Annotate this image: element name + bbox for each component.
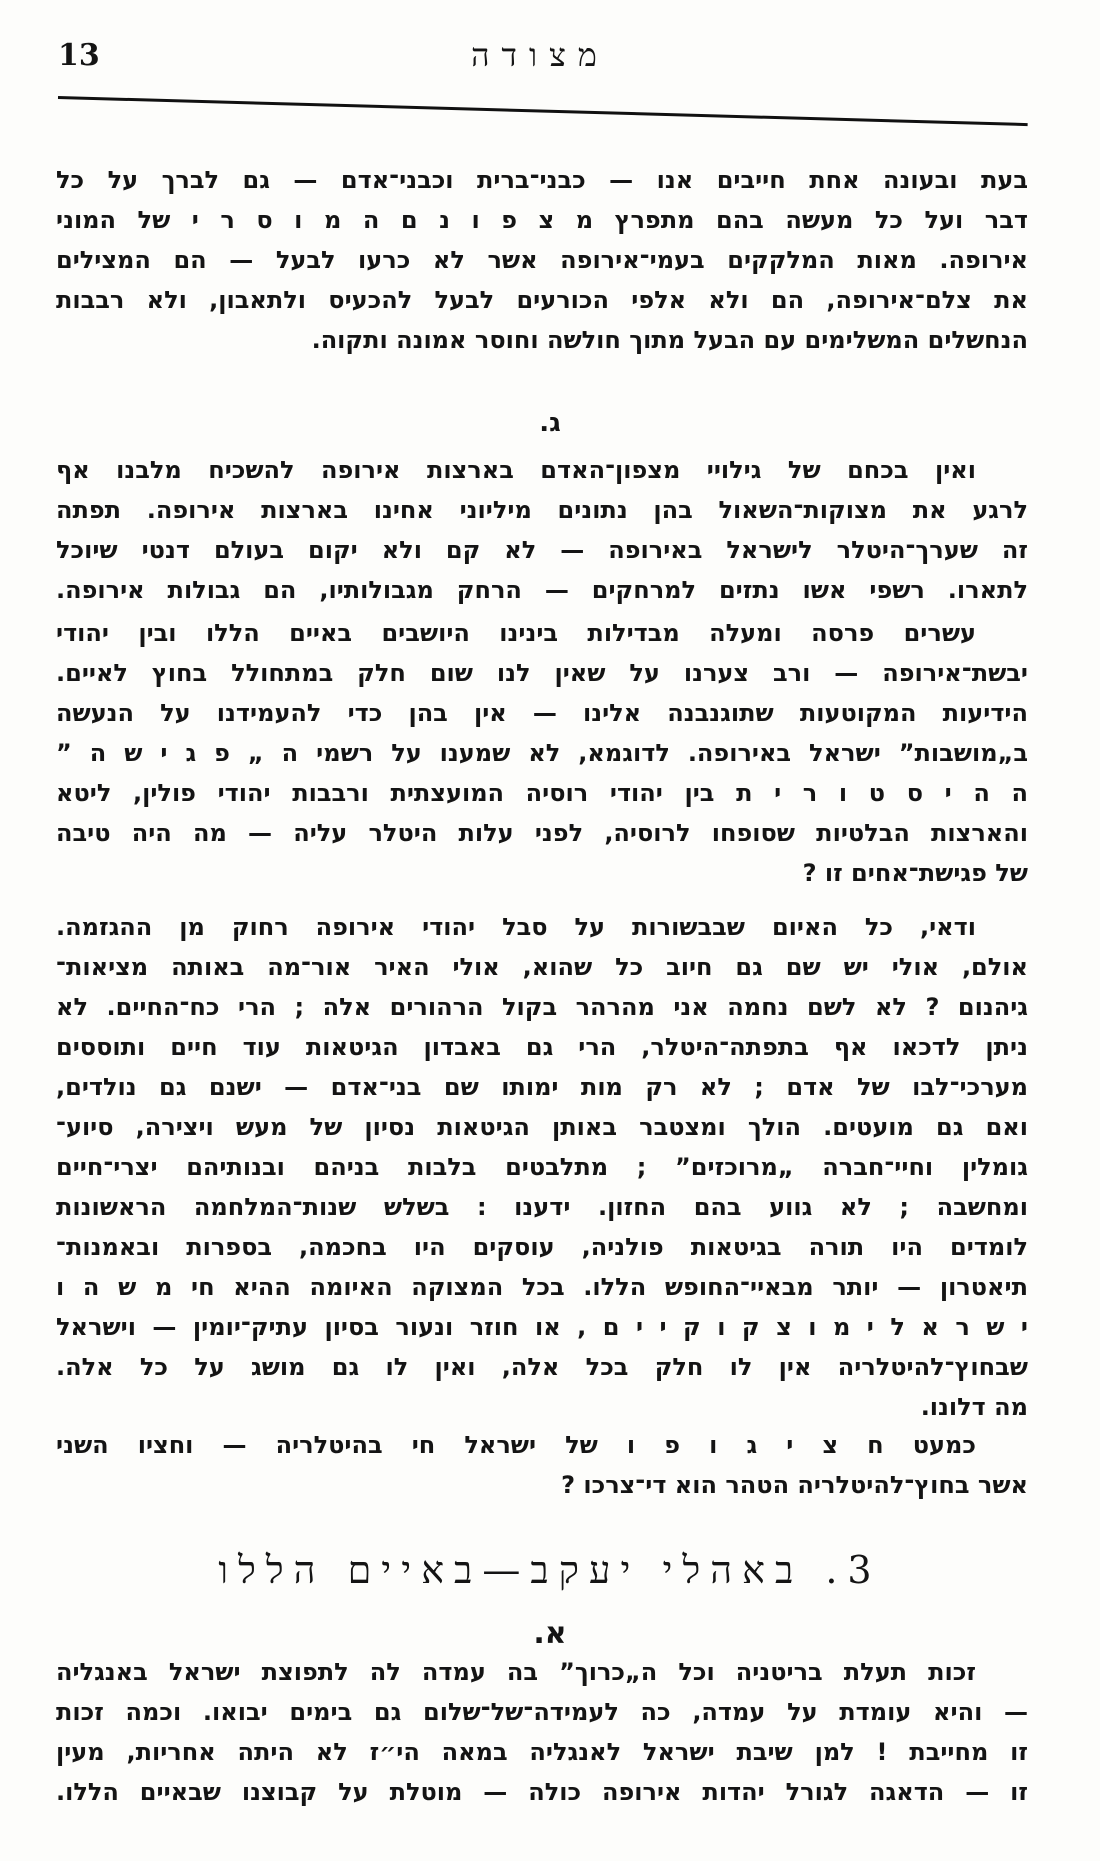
- text-line: — והיא עומדת על עמדה, כה לעמידה־של־שלום גם בימים יבואו. וכמה זכות: [56, 1698, 1028, 1726]
- page-number: 13: [58, 38, 100, 73]
- chapter-heading: 3. באהלי יעקב—באיים הללו: [218, 1548, 882, 1592]
- text-line: כמעט ח צ י ג ו פ ו של ישראל חי בהיטלריה — וחציו השני: [56, 1431, 976, 1459]
- text-line: מה דלונו.: [920, 1393, 1028, 1421]
- text-line: של פגישת־אחים זו ?: [802, 859, 1028, 887]
- text-line: ניתן לדכאו אף בתפתה־היטלר, הרי גם באבדון הגיטאות עוד חיים ותוססים: [56, 1033, 1028, 1061]
- text-line: זה שערך־היטלר לישראל באירופה — לא קם ולא יקום בעולם דנטי שיוכל: [56, 536, 1028, 564]
- text-line: ואין בכחם של גילויי מצפון־האדם בארצות אירופה להשכיח מלבנו אף: [56, 456, 976, 484]
- paragraph-5: [56, 1425, 1028, 1505]
- text-line: לתארו. רשפי אשו נתזים למרחקים — הרחק מגבולותיו, הם גבולות אירופה.: [56, 576, 1028, 604]
- text-line: ב„מושבות” ישראל באירופה. לדוגמא, לא שמענו על רשמי ה „ פ ג י ש ה ”: [56, 739, 1028, 767]
- text-line: מערכי־לבו של אדם ; לא רק מות ימותו שם בני־אדם — ישנם גם נולדים,: [56, 1073, 1028, 1101]
- section-mark-alef: א.: [533, 1616, 567, 1651]
- text-line: זו — הדאגה לגורל יהדות אירופה כולה — מוטלת על קבוצנו שבאיים הללו.: [56, 1778, 1028, 1806]
- text-line: בעת ובעונה אחת חייבים אנו — כבני־ברית וכבני־אדם — גם לברך על כל: [56, 166, 1028, 194]
- text-line: והארצות הבלטיות שסופחו לרוסיה, לפני עלות היטלר עליה — מה היה טיבה: [56, 819, 1028, 847]
- paragraph-1: [56, 160, 1028, 360]
- text-line: את צלם־אירופה, הם ולא אלפי הכורעים לבעל להכעיס ולתאבון, ולא רבבות: [56, 286, 1028, 314]
- text-line: ודאי, כל האיום שבבשורות על סבל יהודי אירופה רחוק מן ההגזמה.: [56, 913, 976, 941]
- text-line: לרגע את מצוקות־השאול בהן נתונים מיליוני אחינו בארצות אירופה. תפתה: [56, 496, 1028, 524]
- text-line: י ש ר א ל י מ ו צ ק ו ק י י ם , או חוזר ונעור בסיון עתיק־יומין — וישראל: [56, 1313, 1028, 1341]
- text-line: זכות תעלת בריטניה וכל ה„כרוך” בה עמדה לה לתפוצת ישראל באנגליה: [56, 1658, 976, 1686]
- text-line: ומחשבה ; לא גווע בהם החזון. ידענו : בשלש שנות־המלחמה הראשונות: [56, 1193, 1028, 1221]
- paragraph-2: [56, 450, 1028, 610]
- text-line: אירופה. מאות המלקקים בעמי־אירופה אשר לא כרעו לבעל — הם המצילים: [56, 246, 1028, 274]
- section-mark-gimel: ג.: [539, 408, 561, 438]
- paragraph-4: [56, 907, 1028, 1427]
- text-line: זו מחייבת ! למן שיבת ישראל לאנגליה במאה הי״ז לא היתה אחריות, מעין: [56, 1738, 1028, 1766]
- text-line: גומלין וחיי־חברה „מרוכזים” ; מתלבטים בלבות בניהם ובנותיהם יצרי־חיים: [56, 1153, 1028, 1181]
- text-line: לומדים היו תורה בגיטאות פולניה, עוסקים היו בחכמה, בספרות ובאמנות־: [56, 1233, 1028, 1261]
- text-line: שבחוץ־להיטלריה אין לו חלק בכל אלה, ואין לו גם מושג על כל אלה.: [56, 1353, 1028, 1381]
- text-line: דבר ועל כל מעשה בהם מתפרץ מ צ פ ו נ ם ה מ ו ס ר י של המוני: [56, 206, 1028, 234]
- text-line: עשרים פרסה ומעלה מבדילות בינינו היושבים באיים הללו ובין יהודי: [56, 619, 976, 647]
- paragraph-3: [56, 613, 1028, 893]
- text-line: ה ה י ס ט ו ר י ת בין יהודי רוסיה המועצתית ורבבות יהודי פולין, ליטא: [56, 779, 1028, 807]
- text-line: אשר בחוץ־להיטלריה הטהר הוא די־צרכו ?: [561, 1471, 1028, 1499]
- text-line: אולם, אולי יש שם גם חיוב כל שהוא, אולי האיר אור־מה באותה מציאות־: [56, 953, 1028, 981]
- header-rule: [58, 96, 1028, 126]
- text-line: גיהנום ? לא לשם נחמה אני מהרהר בקול הרהורים אלה ; הרי כח־החיים. לא: [56, 993, 1028, 1021]
- paragraph-6: [56, 1653, 1028, 1813]
- text-line: הנחשלים המשלימים עם הבעל מתוך חולשה וחוסר אמונה ותקוה.: [311, 326, 1028, 354]
- text-line: יבשת־אירופה — ורב צערנו על שאין לנו שום חלק במתחולל בחוץ לאיים.: [56, 659, 1028, 687]
- running-title: מצודה: [471, 36, 609, 74]
- text-line: ואם גם מועטים. הולך ומצטבר באותן הגיטאות נסיון של מעש ויצירה, סיוע־: [56, 1113, 1028, 1141]
- text-line: תיאטרון — יותר מבאיי־החופש הללו. בכל המצוקה האיומה ההיא חי מ ש ה ו: [56, 1273, 1028, 1301]
- text-line: הידיעות המקוטעות שתוגנבנה אלינו — אין בהן כדי להעמידנו על הנעשה: [56, 699, 1028, 727]
